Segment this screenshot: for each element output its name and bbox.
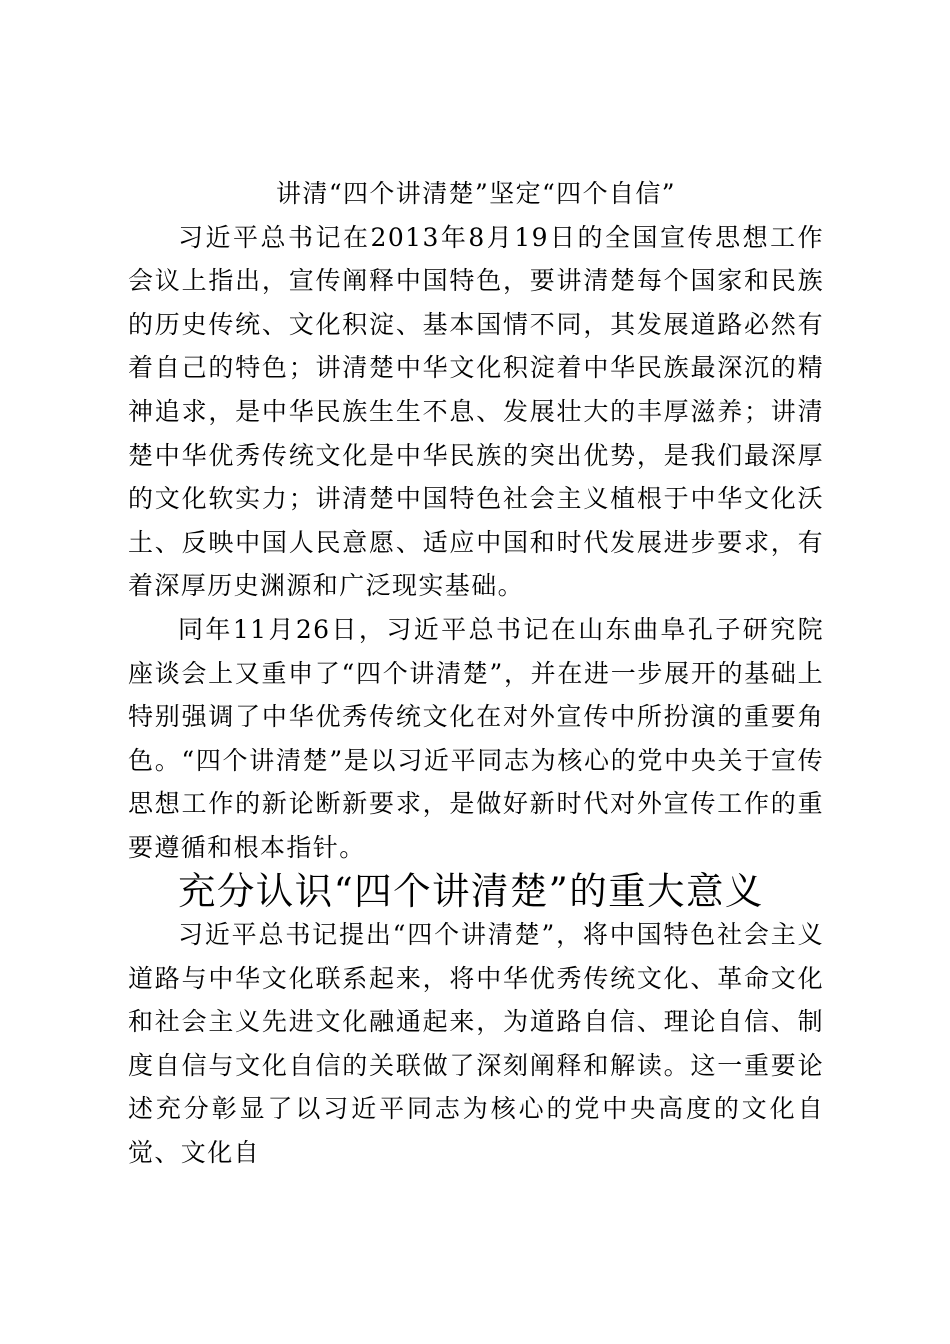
- paragraph-2: 同年11月26日，习近平总书记在山东曲阜孔子研究院座谈会上又重申了“四个讲清楚”，并在进一步展开的基础上特别强调了中华优秀传统文化在对外宣传中所扮演的重要角色。“四个讲清楚”是以习近平同志为核心的党中央关于宣传思想工作的新论断新要求，是做好新时代对外宣传工作的重要遵循和根本指针。: [128, 614, 824, 862]
- document-body: [128, 172, 824, 1175]
- section-heading: 充分认识“四个讲清楚”的重大意义: [178, 868, 764, 913]
- paragraph-3: 习近平总书记提出“四个讲清楚”，将中国特色社会主义道路与中华文化联系起来，将中华优秀传统文化、革命文化和社会主义先进文化融通起来，为道路自信、理论自信、制度自信与文化自信的关联做了深刻阐释和解读。这一重要论述充分彰显了以习近平同志为核心的党中央高度的文化自觉、文化自: [128, 920, 824, 1168]
- paragraph-1: 习近平总书记在2013年8月19日的全国宣传思想工作会议上指出，宣传阐释中国特色，要讲清楚每个国家和民族的历史传统、文化积淀、基本国情不同，其发展道路必然有着自己的特色；讲清楚中华文化积淀着中华民族最深沉的精神追求，是中华民族生生不息、发展壮大的丰厚滋养；讲清楚中华优秀传统文化是中华民族的突出优势，是我们最深厚的文化软实力；讲清楚中国特色社会主义植根于中华文化沃土、反映中国人民意愿、适应中国和时代发展进步要求，有着深厚历史渊源和广泛现实基础。: [128, 222, 824, 601]
- document-title: 讲清“四个讲清楚”坚定“四个自信”: [276, 179, 676, 208]
